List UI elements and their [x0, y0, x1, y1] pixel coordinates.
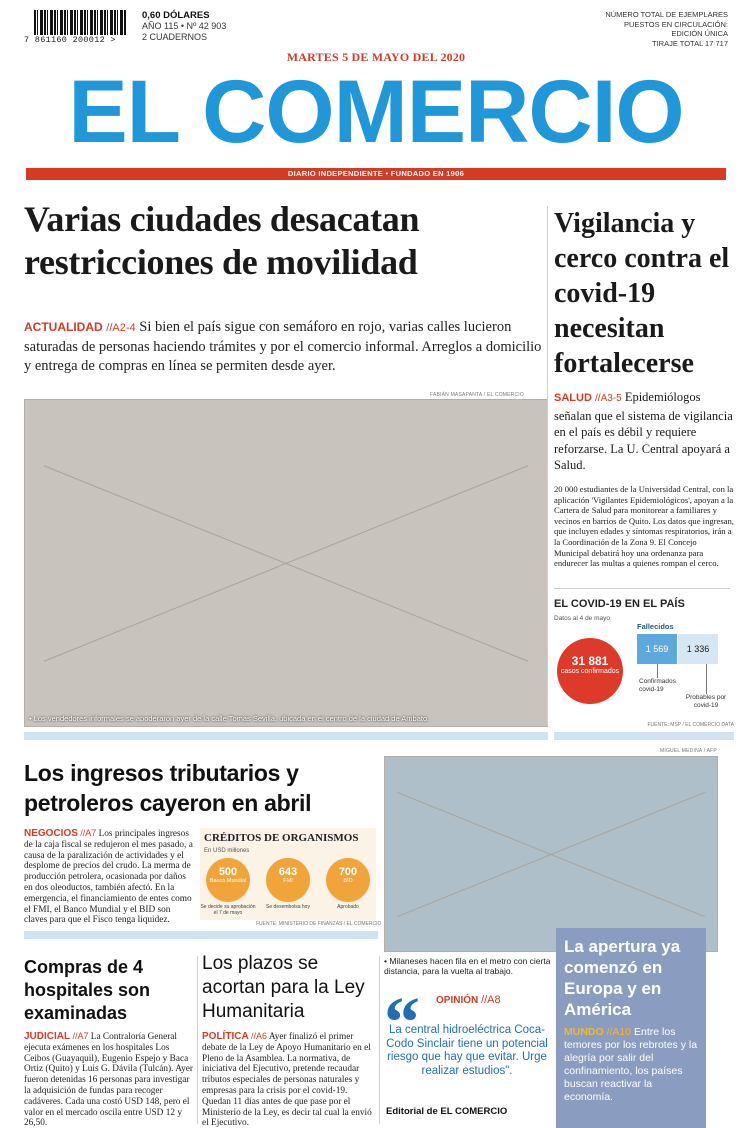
- covid-subtitle: Datos al 4 de mayo: [554, 615, 611, 622]
- law-page-ref[interactable]: //A6: [251, 1031, 268, 1041]
- credits-source: FUENTE: MINISTERIO DE FINANZAS / EL COMERCIO: [256, 921, 382, 927]
- metro-photo-credit: MIGUEL MEDINA / AFP: [660, 748, 717, 754]
- metro-photo[interactable]: [384, 756, 718, 952]
- opinion-quote: La central hidroeléctrica Coca-Codo Sinclair tiene un potencial riesgo que hay que evitar. Urge realizar estudios".: [386, 1024, 548, 1077]
- issue-number: AÑO 115 • Nº 42 903: [142, 21, 227, 31]
- europa-body-text: Entre los temores por los rebrotes y la alegría por salir del confinamiento, los países buscan reactivar la economía.: [564, 1026, 698, 1103]
- law-body: [202, 1031, 374, 1128]
- metro-photo-caption: • Milaneses hacen fila en el metro con cierta distancia, para la vuelta al trabajo.: [384, 956, 551, 976]
- side-lede-text: Epidemiólogos señalan que el sistema de vigilancia en el país es débil y requiere reforzarse. La U. Central apoyará a Salud.: [554, 390, 733, 473]
- lead-kicker[interactable]: ACTUALIDAD: [24, 320, 103, 334]
- circulation-line: PUESTOS EN CIRCULACIÓN:: [623, 19, 728, 29]
- price: 0,60 DÓLARES: [142, 10, 210, 21]
- front-page: [10, 6, 742, 1128]
- barcode-bars: [34, 10, 126, 35]
- sections-count: 2 CUADERNOS: [142, 32, 208, 42]
- column-rule: [547, 206, 548, 726]
- divider-bar: [24, 931, 378, 939]
- side-headline[interactable]: Vigilancia y cerco contra el covid-19 necesitan fortalecerse: [554, 208, 730, 379]
- deaths-confirmed-value: 1 569: [637, 634, 677, 664]
- credit-circle: [206, 858, 250, 902]
- circulation-block: [605, 10, 728, 48]
- lead-headline[interactable]: Varias ciudades desacatan restricciones de movilidad: [24, 199, 420, 282]
- hospitals-headline[interactable]: Compras de 4 hospitales son examinadas: [24, 957, 151, 1023]
- lead-deck-text: Si bien el país sigue con semáforo en rojo, varias calles lucieron saturadas de personas haciendo trámites y por el comercio informal. Arreglos a domicilio y entrega de compras en línea se permiten desde ayer.: [24, 319, 542, 374]
- divider-bar: [554, 732, 734, 740]
- covid-title: EL COVID-19 EN EL PAÍS: [554, 598, 685, 610]
- opinion-signature: Editorial de EL COMERCIO: [386, 1106, 508, 1117]
- credit-circle: [326, 858, 370, 902]
- price-block: [142, 10, 226, 43]
- circulation-line: NÚMERO TOTAL DE EJEMPLARES: [605, 10, 728, 19]
- confirmed-value: 31 881: [571, 654, 609, 668]
- credit-note: Se desembolsa hoy: [266, 904, 310, 910]
- credit-note: Se decide su aprobación el 7 de mayo: [200, 904, 256, 916]
- credit-value: 500: [218, 866, 238, 878]
- newspaper-title: EL COMERCIO: [68, 61, 684, 161]
- lead-photo-credit: FABIÁN MASAPANTA / EL COMERCIO: [430, 392, 524, 398]
- credits-infographic: [200, 828, 376, 920]
- circulation-line: TIRAJE TOTAL 17 717: [651, 38, 728, 48]
- lead-page-ref[interactable]: //A2-4: [106, 322, 136, 334]
- credit-label: BID: [343, 878, 353, 884]
- side-kicker[interactable]: SALUD: [554, 392, 592, 404]
- europa-kicker[interactable]: MUNDO: [564, 1026, 604, 1038]
- opinion-box[interactable]: [384, 982, 550, 1122]
- side-lede: [554, 389, 734, 474]
- lead-photo-caption: • Los vendedores informales se apoderaron ayer de la calle Tomás Sevilla, ubicada en el centro de la ciudad de Ambato.: [29, 714, 430, 723]
- credit-label: FMI: [283, 878, 293, 884]
- covid-source: FUENTE: MSP / EL COMERCIO DATA: [647, 722, 734, 728]
- side-body: 20 000 estudiantes de la Universidad Central, con la aplicación 'Vigilantes Epidemiológicos', apoyan a la Cartera de Salud para monitorear a familiares y vecinos en barrios de Quito. Los datos que ingresan, que incluyen edades y síntomas respiratorios, irán a la Coordinación de la Zona 9. El Concejo Municipal debatirá hoy una ordenanza para endurecer las multas a quienes rompan el cerco.: [554, 484, 734, 569]
- barcode-number: 7 861160 200012 >: [24, 35, 116, 45]
- column-rule: [197, 956, 198, 1124]
- lead-deck: [24, 318, 544, 376]
- confirmed-cases-circle: [557, 638, 623, 704]
- tax-body: [24, 828, 194, 926]
- tax-body-text: Los principales ingresos de la caja fiscal se redujeron el mes pasado, a causa de la paralización de actividades y el desplome de precios del crudo. La merma de producción petrolera, ocasionada por daños en dos oleoductos, también afectó. En la emergencia, el financiamiento de entes como el FMI, el Banco Mundial y el BID son claves para que el Fisco tenga liquidez.: [24, 829, 193, 926]
- deaths-confirmed-label: Confirmados covid-19: [639, 678, 676, 693]
- europa-box[interactable]: [556, 928, 706, 1128]
- lead-photo[interactable]: [24, 399, 548, 727]
- europa-body: [564, 1026, 698, 1104]
- credit-value: 700: [338, 866, 358, 878]
- opinion-kicker[interactable]: OPINIÓN: [436, 995, 479, 1006]
- hospitals-page-ref[interactable]: //A7: [72, 1031, 89, 1041]
- circulation-line: EDICIÓN ÚNICA: [671, 29, 728, 38]
- deaths-label: Fallecidos: [637, 622, 674, 631]
- hospitals-body-text: La Contraloría General ejecuta exámenes en los hospitales Los Ceibos (Guayaquil), Eugenio Espejo y Baca Ortiz (Quito) y Luis G. Dávila (Tulcán). Ayer fueron detenidas 16 personas para investigar la adquisición de fundas para recoger cadáveres. Cada una costó USD 148, pero el valor en el mercado oscila entre USD 12 y 26,50.: [24, 1032, 193, 1128]
- divider-bar: [24, 732, 548, 740]
- credits-subtitle: En USD millones: [204, 848, 250, 854]
- divider-line: [554, 588, 730, 589]
- hospitals-body: [24, 1031, 194, 1128]
- europa-page-ref[interactable]: //A10: [606, 1026, 632, 1038]
- opinion-label: [436, 994, 501, 1006]
- barcode: [24, 10, 132, 46]
- side-page-ref[interactable]: //A3-5: [595, 393, 622, 404]
- credit-value: 643: [278, 866, 298, 878]
- europa-headline[interactable]: La apertura ya comenzó en Europa y en América: [564, 937, 681, 1019]
- tagline-bar: DIARIO INDEPENDIENTE • FUNDADO EN 1906: [26, 168, 726, 180]
- leader-line: [706, 664, 707, 694]
- tax-kicker[interactable]: NEGOCIOS: [24, 828, 78, 839]
- credit-label: Banco Mundial: [209, 878, 247, 884]
- leader-line: [657, 664, 658, 678]
- quote-icon: “: [384, 982, 420, 1062]
- opinion-page-ref[interactable]: //A8: [481, 994, 501, 1006]
- column-rule: [379, 956, 380, 1124]
- issue-date: MARTES 5 DE MAYO DEL 2020: [286, 50, 466, 64]
- tax-page-ref[interactable]: //A7: [80, 828, 97, 838]
- law-kicker[interactable]: POLÍTICA: [202, 1031, 249, 1042]
- credit-circle: [266, 858, 310, 902]
- tax-headline[interactable]: Los ingresos tributarios y petroleros cayeron en abril: [24, 760, 312, 816]
- credit-note: Aprobado: [337, 904, 359, 910]
- credits-title: CRÉDITOS DE ORGANISMOS: [204, 832, 359, 844]
- hospitals-kicker[interactable]: JUDICIAL: [24, 1031, 71, 1042]
- confirmed-label: casos confirmados: [560, 668, 620, 675]
- deaths-probable-value: 1 336: [678, 634, 718, 664]
- law-body-text: Ayer finalizó el primer debate de la Ley de Apoyo Humanitario en el Pleno de la Asamblea. La normativa, de iniciativa del Ejecutivo, pretende recaudar tributos especiales de personas naturales y empresas para la crisis por el covid-19. Quedan 11 días antes de que pase por el Ministerio de la Ley, es decir tal cual la envió el Ejecutivo.: [202, 1032, 372, 1128]
- deaths-probable-label: Probables por covid-19: [685, 694, 727, 709]
- law-headline[interactable]: Los plazos se acortan para la Ley Humanitaria: [202, 953, 365, 1022]
